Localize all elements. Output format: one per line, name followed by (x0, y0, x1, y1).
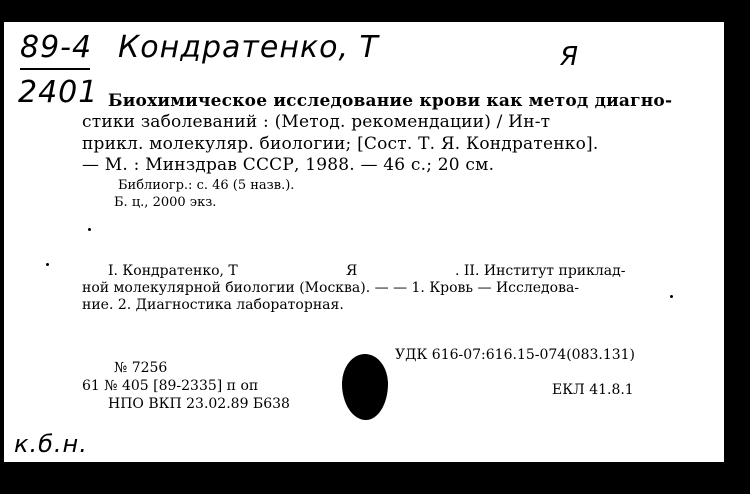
price-note: Б. ц., 2000 экз. (114, 195, 217, 210)
entry-line-4: — М. : Минздрав СССР, 1988. — 46 с.; 20 см. (82, 155, 495, 175)
handwritten-surname: Кондратенко, Т (118, 30, 379, 65)
speck (46, 263, 49, 266)
order-number: 61 № 405 [89-2335] п оп (82, 378, 259, 394)
tracing-line-1b: Я (346, 263, 358, 279)
handwritten-letter: Я (560, 42, 580, 72)
bibliography-note: Библиогр.: с. 46 (5 назв.). (118, 178, 295, 193)
udk-code: УДК 616-07:616.15-074(083.131) (395, 347, 636, 363)
handwritten-degree: к.б.н. (14, 430, 88, 458)
handwritten-number: 89-4 (20, 30, 93, 65)
tracing-line-2: ной молекулярной биологии (Москва). — — 1. Кровь — Исследова- (82, 280, 580, 296)
tracing-line-1a: I. Кондратенко, Т (108, 263, 238, 279)
speck (670, 295, 673, 298)
entry-line-3: прикл. молекуляр. биологии; [Сост. Т. Я. Кондратенко]. (82, 134, 599, 154)
speck (88, 228, 91, 231)
tracing-line-1c: . II. Институт приклад- (455, 263, 626, 279)
entry-line-2: стики заболеваний : (Метод. рекомендации) / Ин-т (82, 112, 551, 132)
ekl-code: ЕКЛ 41.8.1 (552, 382, 634, 398)
handwritten-call-number: 2401 (18, 75, 99, 110)
entry-title: Биохимическое исследование крови как метод диагно- (108, 91, 673, 111)
card-number: № 7256 (114, 360, 168, 376)
tracing-line-3: ние. 2. Диагностика лабораторная. (82, 297, 344, 313)
npo-line: НПО ВКП 23.02.89 Б638 (108, 396, 290, 412)
number-underline (20, 68, 90, 70)
